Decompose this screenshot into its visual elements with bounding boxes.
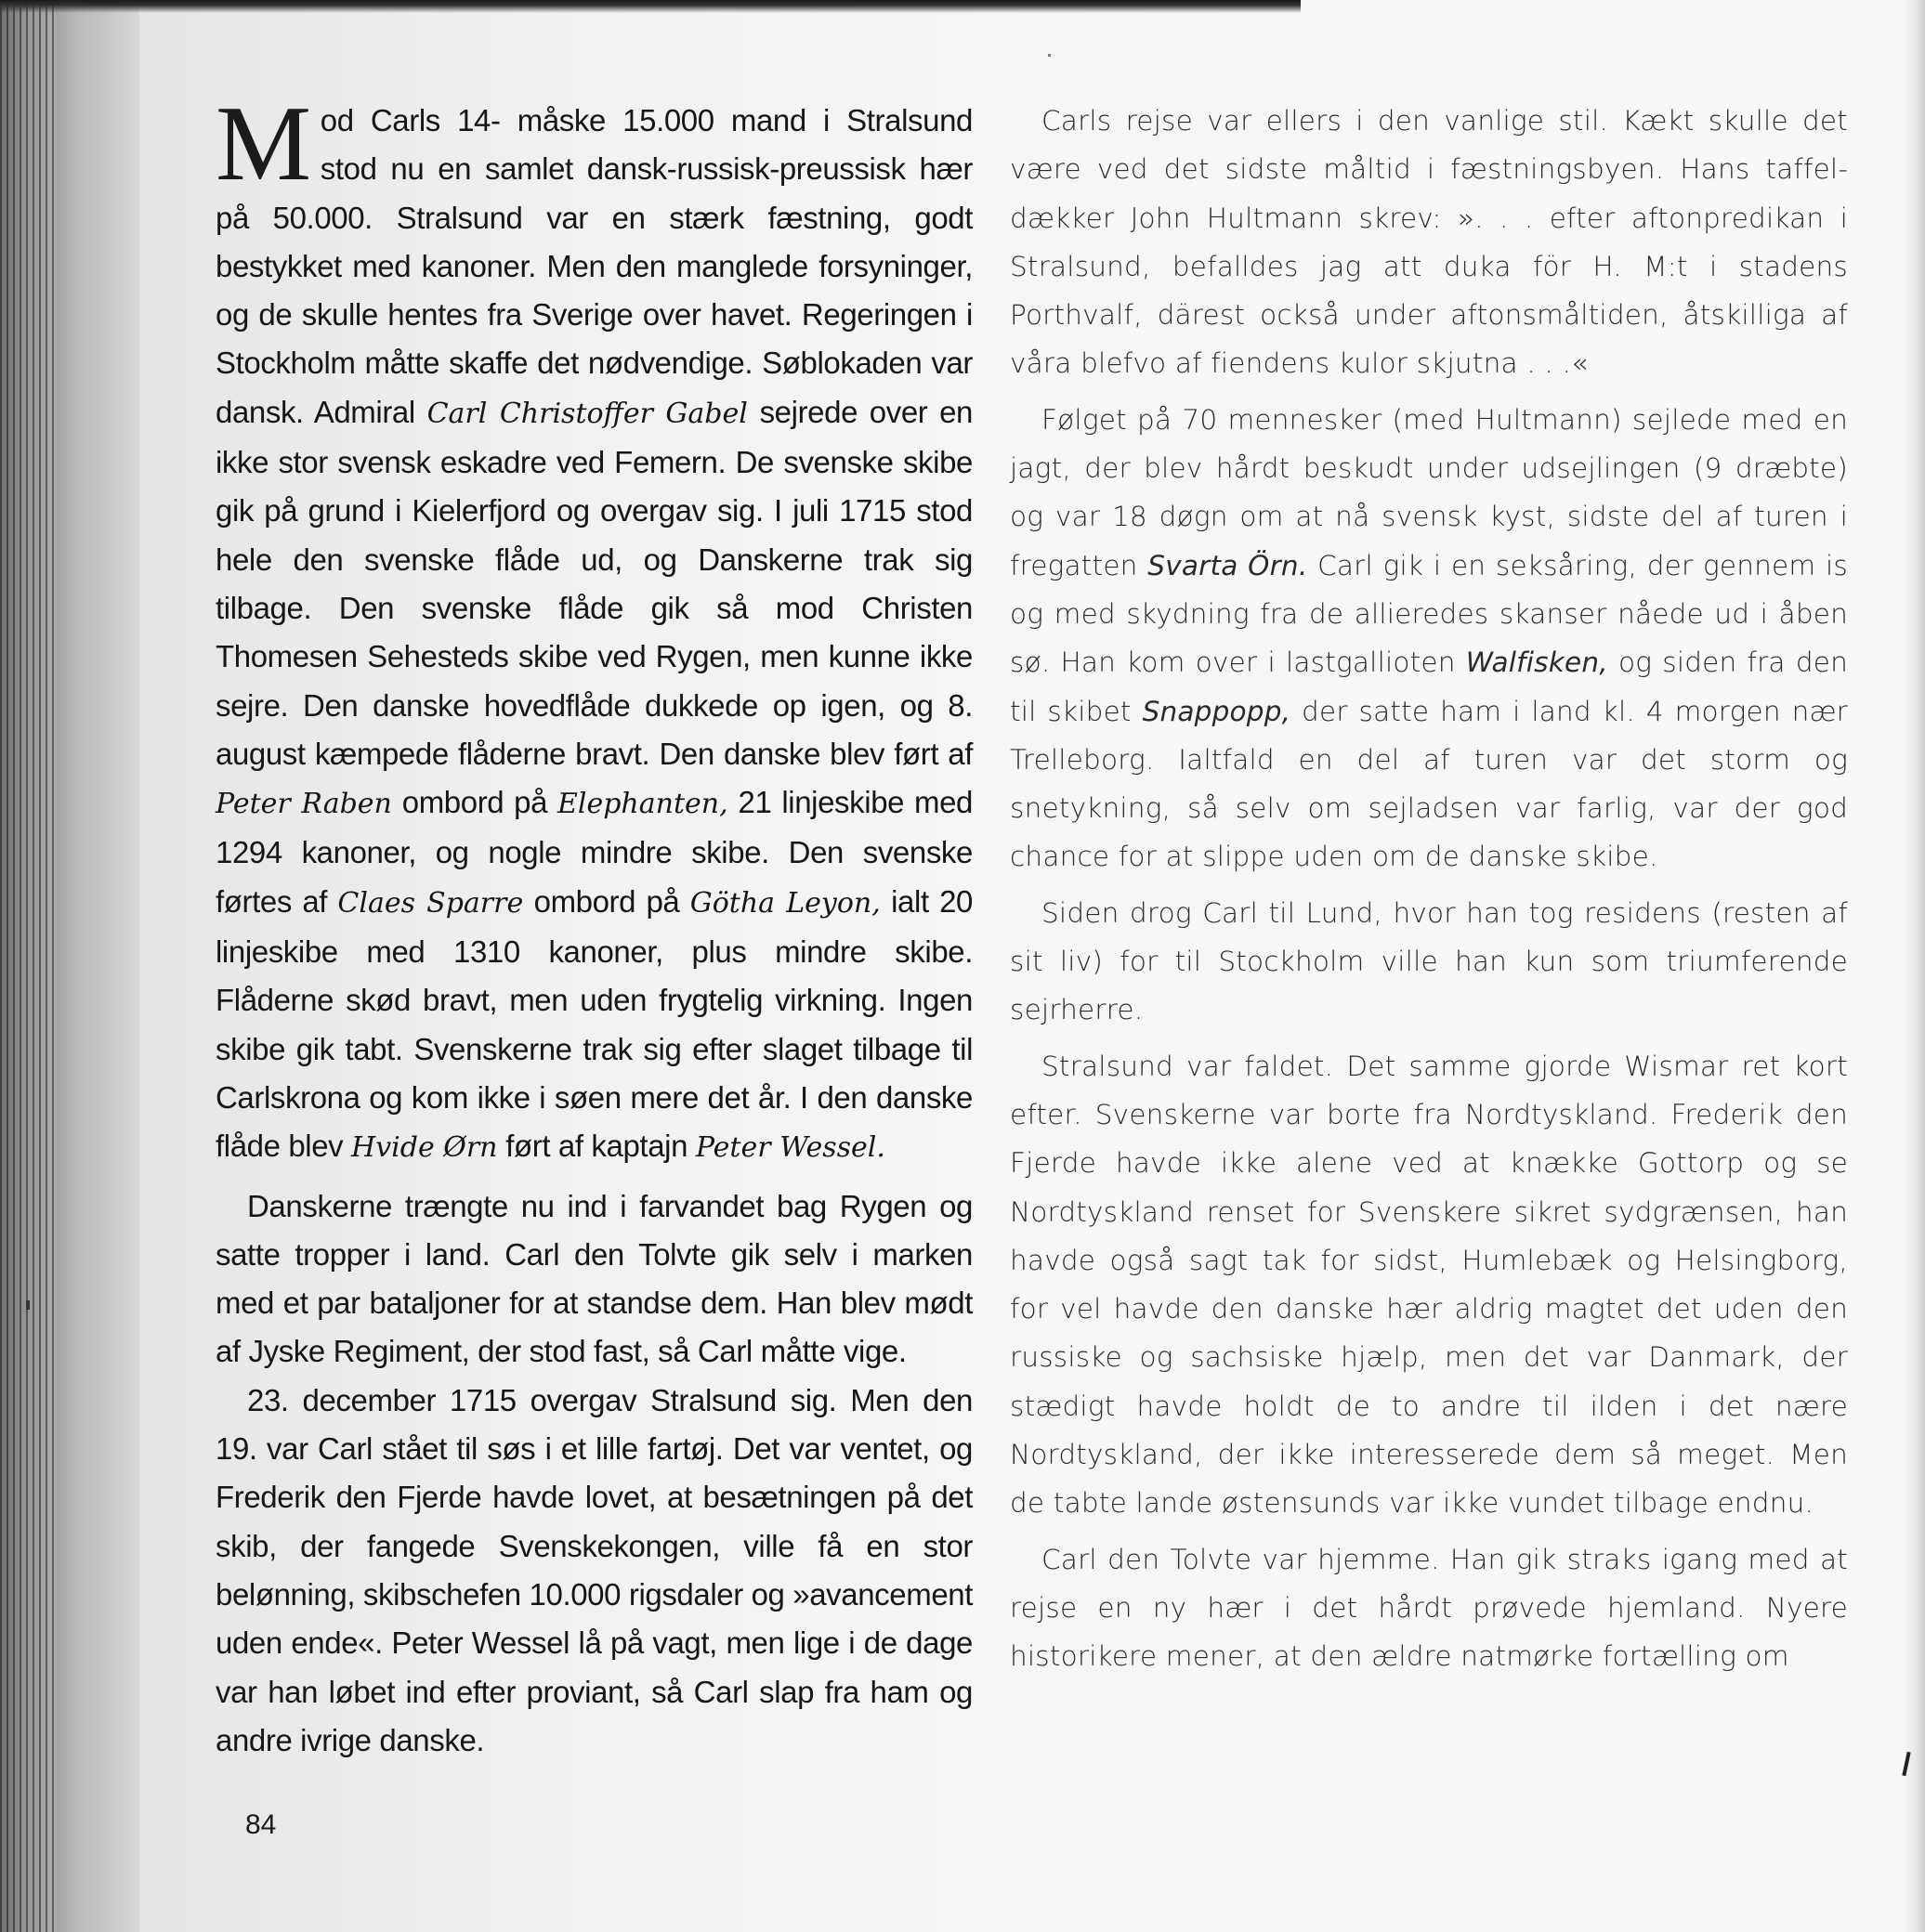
speck — [1048, 54, 1051, 57]
margin-mark — [26, 1300, 30, 1310]
italic-name: Peter Wessel. — [695, 1131, 885, 1165]
text-run: ombord på — [523, 883, 690, 919]
italic-ship-name: Götha Leyon, — [689, 886, 881, 920]
text-run: ombord på — [391, 785, 557, 820]
paragraph-4: Stralsund var faldet. Det samme gjorde Wismar ret kort efter. Svenskerne var borte fra Nordtyskland. Frederik den Fjerde havde ikke alene ved at knække Gottorp og se Nordtyskland renset for Svenskere sikret sydgrænsen, han havde også sagt tak for sidst, Humlebæk og Helsingborg, for vel havde den danske hær aldrig magtet det uden den russiske og sachsiske hjælp, men det var Danmark, der stædigt havde holdt de to andre til ilden i det nære Nordtyskland, der ikke interesserede dem så meget. Men de tabte lande østensunds var ikke vundet tilbage endnu. — [1010, 1050, 1848, 1520]
paragraph-1 — [216, 85, 974, 1173]
top-edge-shadow — [0, 0, 1301, 13]
text-run: Carl gik i en seksåring, der gennem is og med skydning fra de allieredes skanser nåede ud i åben sø. Han kom over i lastgallioten — [1010, 549, 1848, 679]
page-edges — [0, 0, 56, 1932]
text-run: ført af kaptajn — [497, 1129, 696, 1164]
italic-name: Claes Sparre — [337, 886, 524, 920]
page-number: 84 — [245, 1809, 277, 1840]
text-run: Følget på 70 mennesker (med Hultmann) sejlede med en jagt, der blev hårdt beskudt under udsejlingen (9 dræbte) og var 18 døgn om at nå svensk kyst, sidste del af turen i fregatten — [1010, 403, 1848, 581]
text-run: od Carls 14- måske 15.000 mand i Stralsund stod nu en samlet dansk-russisk-preussisk hær på 50.000. Stralsund var en stærk fæstning, godt bestykket med kanoner. Men den manglede forsyninger, og de skulle hentes fra Sverige over havet. Regeringen i Stockholm måtte skaffe det nødvendige. Søblokaden var dansk. Admiral — [216, 103, 973, 429]
text-run: 21 linjeskibe med 1294 kanoner, og nogle mindre skibe. Den svenske førtes af — [216, 785, 973, 919]
right-text-column — [1010, 97, 1848, 1681]
text-run: og siden fra den til skibet — [1010, 646, 1848, 727]
paragraph-2: Danskerne trængte nu ind i farvandet bag Rygen og satte tropper i land. Carl den Tolvte gik selv i marken med et par bataljoner for at standse dem. Han blev mødt af Jyske Regiment, der stod fast, så Carl måtte vige. — [216, 1188, 973, 1369]
text-run: der satte ham i land kl. 4 morgen nær Trelleborg. Ialtfald en del af turen var det storm og snetykning, så selv om sejladsen var farlig, var der god chance for at slippe uden om de danske skibe. — [1010, 695, 1848, 873]
paragraph-3: Siden drog Carl til Lund, hvor han tog residens (resten af sit liv) for til Stockholm ville han kun som triumferende sejrherre. — [1010, 896, 1848, 1026]
italic-ship-name: Elephanten, — [557, 788, 728, 821]
paragraph-2 — [1010, 396, 1848, 881]
right-page-edge — [1901, 0, 1925, 1932]
italic-ship-name: Snappopp, — [1142, 695, 1291, 727]
paragraph-5: Carl den Tolvte var hjemme. Han gik straks igang med at rejse en ny hær i det hårdt prøvede hjemland. Nyere historikere mener, at den ældre natmørke fortælling om — [1010, 1543, 1848, 1673]
text-run: ialt 20 linjeskibe med 1310 kanoner, plus mindre skibe. Flåderne skød bravt, men uden frygtelig virkning. Ingen skibe gik tabt. Svenskerne trak sig efter slaget tilbage til Carlskrona og kom ikke i søen mere det år. I den danske flåde blev — [216, 883, 973, 1164]
italic-ship-name: Svarta Örn. — [1147, 549, 1308, 581]
paragraph-3: 23. december 1715 overgav Stralsund sig. Men den 19. var Carl stået til søs i et lille fartøj. Det var ventet, og Frederik den Fjerde havde lovet, at besætningen på det skib, der fangede Svenskekongen, ville få en stor belønning, skibschefen 10.000 rigsdaler og »avancement uden ende«. Peter Wessel lå på vagt, men lige i de dage var han løbet ind efter proviant, så Carl slap fra ham og andre ivrige danske. — [216, 1382, 973, 1757]
italic-name: Carl Christoffer Gabel — [426, 397, 748, 430]
italic-name: Peter Raben — [216, 788, 392, 821]
italic-ship-name: Walfisken, — [1465, 646, 1608, 679]
paragraph-1: Carls rejse var ellers i den vanlige stil. Kækt skulle det være ved det sidste måltid i fæstningsbyen. Hans taffeldækker John Hultmann skrev: ». . . efter aftonpredikan i Stralsund, befalldes jag att duka för H. M:t i stadens Porthvalf, därest också under aftonsmåltiden, åtskilliga af våra blefvo af fiendens kulor skjutna . . .« — [1010, 105, 1848, 380]
italic-ship-name: Hvide Ørn — [351, 1131, 498, 1165]
left-text-column — [216, 85, 974, 1765]
text-run: sejrede over en ikke stor svensk eskadre ved Femern. De svenske skibe gik på grund i Kielerfjord og overgav sig. I juli 1715 stod hele den svenske flåde ud, og Danskerne trak sig tilbage. Den svenske flåde gik så mod Christen Thomesen Sehesteds skibe ved Rygen, men kunne ikke sejre. Den danske hovedflåde dukkede op igen, og 8. august kæmpede flåderne bravt. Den danske blev ført af — [216, 394, 974, 771]
drop-cap: M — [216, 85, 311, 203]
